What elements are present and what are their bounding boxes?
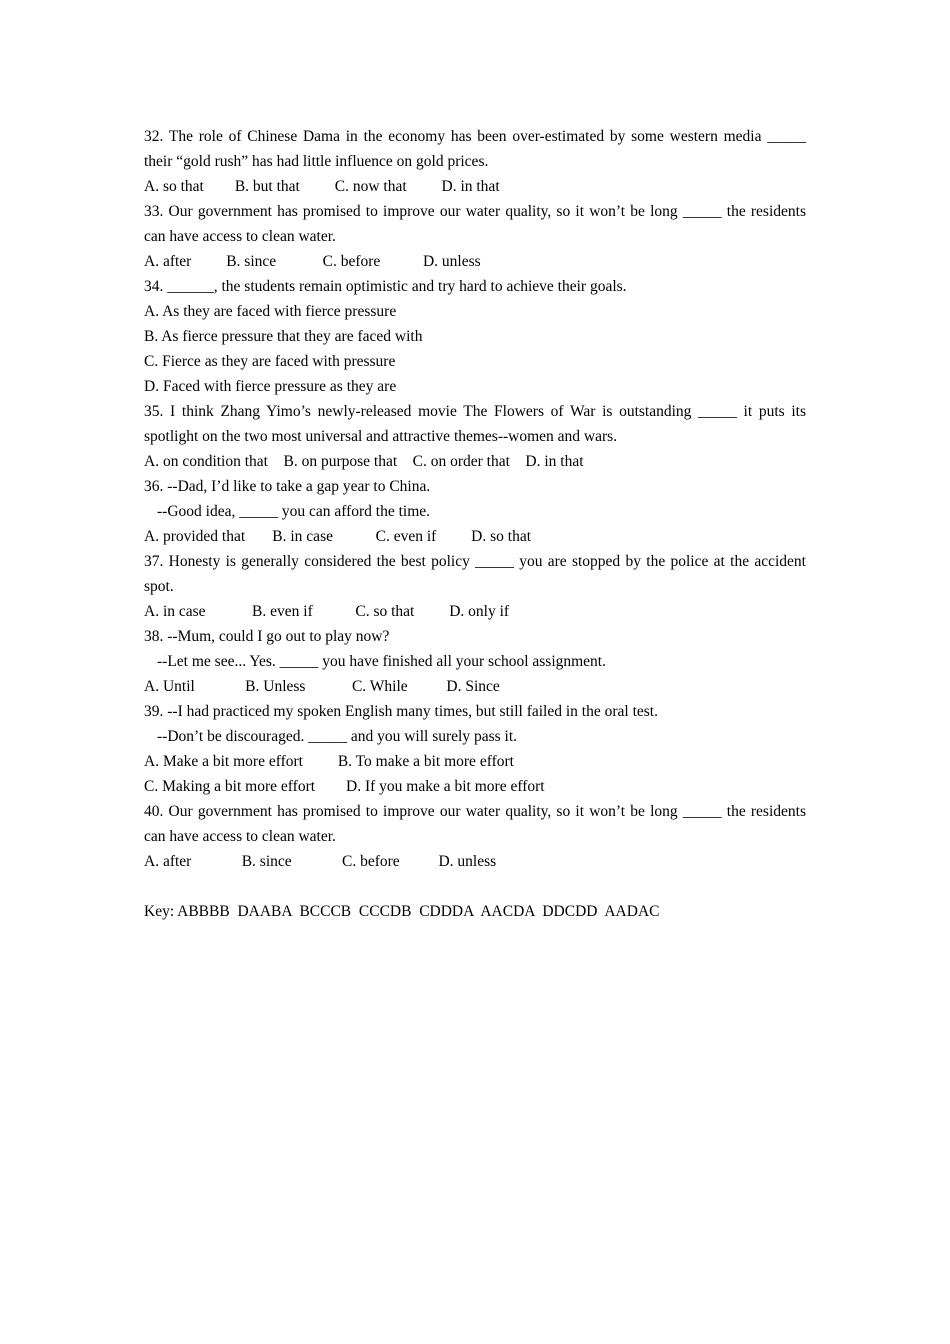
question-options: A. provided that B. in case C. even if D. so that — [144, 528, 532, 545]
dialogue-reply: --Let me see... Yes. _____ you have finished all your school assignment. — [157, 653, 606, 670]
question-36 — [144, 474, 806, 549]
question-37 — [144, 549, 806, 624]
question-32 — [144, 124, 806, 199]
question-stem: 32. The role of Chinese Dama in the economy has been over-estimated by some western media _____ their “gold rush” has had little influence on gold prices. — [144, 128, 806, 170]
question-35 — [144, 399, 806, 474]
option-d: D. Faced with fierce pressure as they are — [144, 378, 397, 395]
dialogue-reply: --Don’t be discouraged. _____ and you will surely pass it. — [157, 728, 518, 745]
question-options: A. so that B. but that C. now that D. in that — [144, 178, 500, 195]
question-38 — [144, 624, 806, 699]
question-stem: 37. Honesty is generally considered the best policy _____ you are stopped by the police at the accident spot. — [144, 553, 806, 595]
question-stem: 33. Our government has promised to improve our water quality, so it won’t be long _____ the residents can have access to clean water. — [144, 203, 806, 245]
option-line-cd: C. Making a bit more effort D. If you make a bit more effort — [144, 778, 545, 795]
answer-key: Key: ABBBB DAABA BCCCB CCCDB CDDDA AACDA DDCDD AADAC — [144, 903, 660, 920]
question-stem: 39. --I had practiced my spoken English many times, but still failed in the oral test. — [144, 703, 658, 720]
option-c: C. Fierce as they are faced with pressure — [144, 353, 396, 370]
question-options: A. on condition that B. on purpose that C. on order that D. in that — [144, 453, 584, 470]
question-options: A. after B. since C. before D. unless — [144, 853, 497, 870]
option-line-ab: A. Make a bit more effort B. To make a bit more effort — [144, 753, 514, 770]
option-a: A. As they are faced with fierce pressure — [144, 303, 397, 320]
question-options: A. after B. since C. before D. unless — [144, 253, 481, 270]
option-b: B. As fierce pressure that they are faced with — [144, 328, 423, 345]
document-page — [144, 124, 806, 924]
question-stem: 36. --Dad, I’d like to take a gap year to China. — [144, 478, 431, 495]
question-options: A. in case B. even if C. so that D. only if — [144, 603, 510, 620]
question-40 — [144, 799, 806, 874]
question-options: A. Until B. Unless C. While D. Since — [144, 678, 500, 695]
question-stem: 34. ______, the students remain optimistic and try hard to achieve their goals. — [144, 278, 627, 295]
question-stem: 35. I think Zhang Yimo’s newly-released movie The Flowers of War is outstanding _____ it puts its spotlight on the two most universal and attractive themes--women and wars. — [144, 403, 806, 445]
question-39 — [144, 699, 806, 799]
question-stem: 38. --Mum, could I go out to play now? — [144, 628, 390, 645]
question-33 — [144, 199, 806, 274]
dialogue-reply: --Good idea, _____ you can afford the time. — [157, 503, 431, 520]
question-stem: 40. Our government has promised to improve our water quality, so it won’t be long _____ the residents can have access to clean water. — [144, 803, 806, 845]
question-34 — [144, 274, 806, 399]
